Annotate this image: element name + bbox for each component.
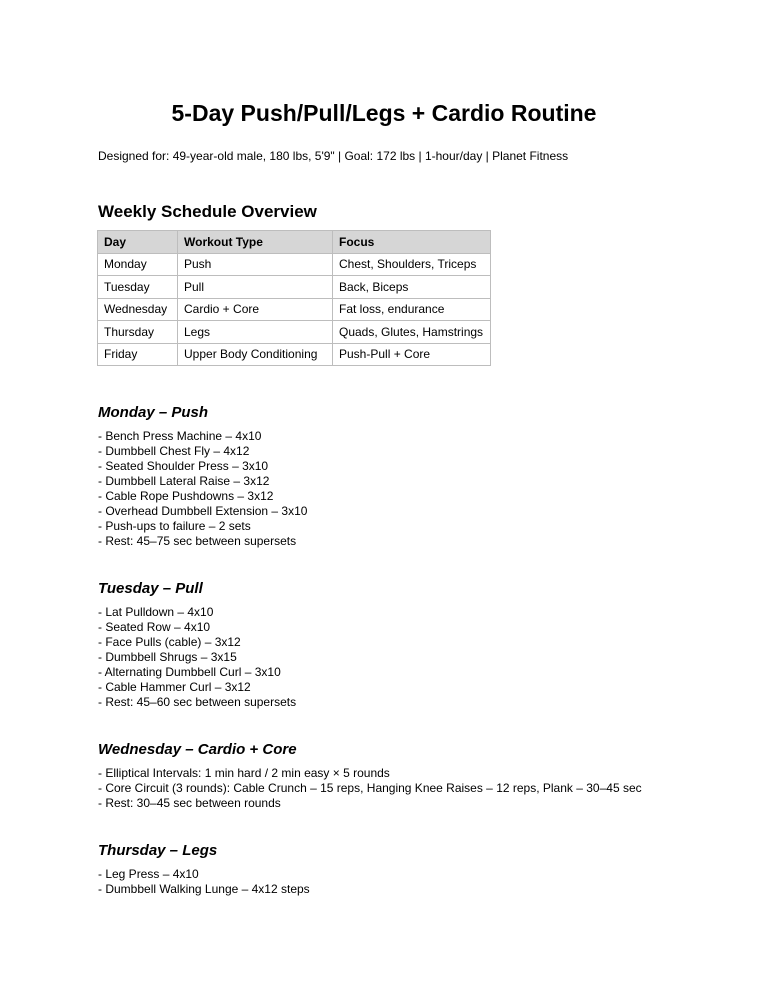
- cell-day: Thursday: [98, 321, 178, 344]
- cell-workout-type: Push: [178, 253, 333, 276]
- list-item: - Rest: 45–75 sec between supersets: [98, 534, 297, 548]
- list-item: - Overhead Dumbbell Extension – 3x10: [98, 504, 308, 518]
- schedule-table: [97, 230, 491, 366]
- list-item: - Cable Hammer Curl – 3x12: [98, 680, 251, 694]
- exercise-list: [98, 867, 310, 897]
- exercise-list: [98, 605, 296, 710]
- list-item: - Elliptical Intervals: 1 min hard / 2 min easy × 5 rounds: [98, 766, 390, 780]
- section-heading: Monday – Push: [98, 404, 209, 421]
- list-item: - Push-ups to failure – 2 sets: [98, 519, 251, 533]
- list-item: - Alternating Dumbbell Curl – 3x10: [98, 665, 281, 679]
- cell-focus: Chest, Shoulders, Triceps: [333, 253, 491, 276]
- cell-workout-type: Cardio + Core: [178, 298, 333, 321]
- list-item: - Rest: 45–60 sec between supersets: [98, 695, 297, 709]
- section-monday-push: [98, 403, 307, 549]
- list-item: - Seated Row – 4x10: [98, 620, 211, 634]
- list-item: - Dumbbell Shrugs – 3x15: [98, 650, 237, 664]
- table-row: [98, 298, 491, 321]
- table-header-row: [98, 231, 491, 254]
- list-item: - Rest: 30–45 sec between rounds: [98, 796, 281, 810]
- section-heading: Tuesday – Pull: [98, 580, 203, 597]
- cell-day: Tuesday: [98, 276, 178, 299]
- cell-focus: Back, Biceps: [333, 276, 491, 299]
- exercise-list: [98, 429, 307, 549]
- subtitle: Designed for: 49-year-old male, 180 lbs, 5'9" | Goal: 172 lbs | 1-hour/day | Planet Fitness: [98, 149, 569, 163]
- cell-workout-type: Pull: [178, 276, 333, 299]
- table-row: [98, 253, 491, 276]
- list-item: - Bench Press Machine – 4x10: [98, 429, 262, 443]
- overview-heading: Weekly Schedule Overview: [98, 202, 317, 221]
- list-item: - Leg Press – 4x10: [98, 867, 199, 881]
- cell-workout-type: Upper Body Conditioning: [178, 343, 333, 366]
- cell-day: Monday: [98, 253, 178, 276]
- column-header-focus: Focus: [333, 231, 491, 254]
- list-item: - Cable Rope Pushdowns – 3x12: [98, 489, 274, 503]
- cell-day: Friday: [98, 343, 178, 366]
- list-item: - Face Pulls (cable) – 3x12: [98, 635, 241, 649]
- column-header-day: Day: [98, 231, 178, 254]
- table-row: [98, 321, 491, 344]
- table-row: [98, 343, 491, 366]
- section-heading: Thursday – Legs: [98, 842, 218, 859]
- column-header-workout-type: Workout Type: [178, 231, 333, 254]
- section-heading: Wednesday – Cardio + Core: [98, 741, 297, 758]
- list-item: - Dumbbell Walking Lunge – 4x12 steps: [98, 882, 310, 896]
- cell-focus: Quads, Glutes, Hamstrings: [333, 321, 491, 344]
- list-item: - Dumbbell Lateral Raise – 3x12: [98, 474, 270, 488]
- section-wednesday-cardio-core: [98, 740, 642, 811]
- list-item: - Dumbbell Chest Fly – 4x12: [98, 444, 250, 458]
- section-thursday-legs: [98, 841, 310, 897]
- section-tuesday-pull: [98, 579, 296, 710]
- exercise-list: [98, 766, 642, 811]
- cell-focus: Fat loss, endurance: [333, 298, 491, 321]
- cell-focus: Push-Pull + Core: [333, 343, 491, 366]
- cell-workout-type: Legs: [178, 321, 333, 344]
- list-item: - Seated Shoulder Press – 3x10: [98, 459, 269, 473]
- page-title: 5-Day Push/Pull/Legs + Cardio Routine: [171, 100, 597, 126]
- table-row: [98, 276, 491, 299]
- cell-day: Wednesday: [98, 298, 178, 321]
- list-item: - Lat Pulldown – 4x10: [98, 605, 214, 619]
- list-item: - Core Circuit (3 rounds): Cable Crunch – 15 reps, Hanging Knee Raises – 12 reps, Plank – 30–45 sec: [98, 781, 642, 795]
